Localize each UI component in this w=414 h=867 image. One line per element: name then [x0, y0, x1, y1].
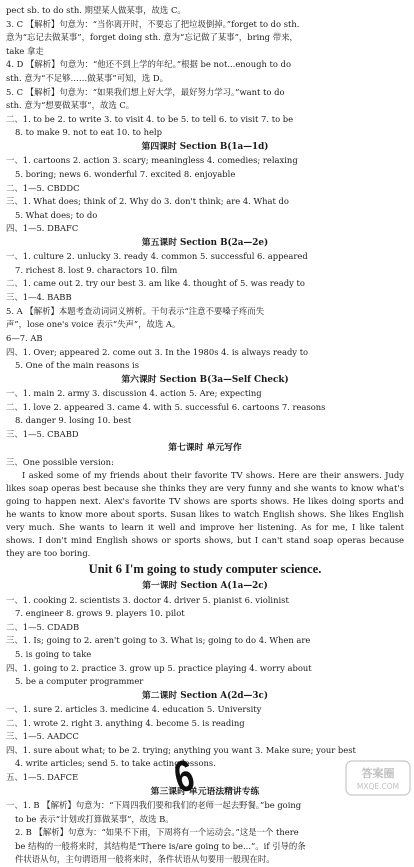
answer-line: 三、1—5. AADCC [6, 731, 79, 742]
answer-line: 四、1. Over; appeared 2. come out 3. In the 1980s 4. is always ready to [6, 346, 309, 357]
answer-line: 一、1. B 【解析】句意为：“下周四我们要和我们的老师一起去野餐。”be going [6, 799, 302, 810]
answer-line: 5. be a computer programmer [15, 676, 144, 687]
section-heading: 第七课时 单元写作 [168, 443, 242, 454]
answer-line: 四、1—5. DBAFC [6, 223, 79, 234]
answer-line: take 拿走 [6, 45, 44, 56]
answer-line: 5. A 【解析】本题考查动词词义辨析。干句表示“注意不要嗓子疼而失 [6, 305, 265, 316]
unit-6-title: Unit 6 I'm going to study computer science. [88, 562, 322, 577]
answer-line: 三、1. What does; think of 2. Why do 3. don't think; are 4. What do [6, 196, 289, 207]
answer-line: 二、1—5. CDADB [6, 621, 80, 632]
answer-line: 二、1. came out 2. try our best 3. am like 4. thought of 5. was ready to [6, 278, 305, 289]
answer-line: to be 表示“计划或打算做某事”，故选 B。 [15, 813, 174, 824]
answer-line: pect sb. to do sth. 期望某人做某事，故选 C。 [6, 5, 186, 15]
answer-line: sth. 意为“不足够……做某事”可知，选 D。 [6, 73, 168, 84]
answer-line: 四、1. going to 2. practice 3. grow up 5. practice playing 4. worry about [6, 662, 312, 673]
answer-line: 五、1—5. DAFCE [6, 772, 79, 783]
answer-line: 一、1. sure 2. articles 3. medicine 4. education 5. University [6, 704, 262, 715]
svg-text:MXQE.COM: MXQE.COM [356, 782, 400, 791]
answer-block-unit6 [6, 579, 404, 867]
answer-line: 三、1. Is; going to 2. aren't going to 3. What is; going to do 4. When are [6, 635, 311, 646]
answer-line: be 结构的一般将来时，其结构是“There is/are going to be...”。if 引导的条 [15, 840, 306, 851]
section-heading: 第三课时 单元语法精讲专练 [150, 786, 260, 797]
watermark-logo [345, 760, 411, 796]
answer-line: sth. 意为“想要做某事”，故选 C。 [6, 100, 135, 111]
answer-line: 7. engineer 8. grows 9. players 10. pilot [15, 608, 185, 619]
answer-line: 声”，lose one's voice 表示“失声”，故选 A。 [6, 319, 181, 330]
answer-line: 件状语从句，主句谓语用一般将来时，条件状语从句要用一般现在时。 [15, 854, 275, 865]
answer-line: 5. What does; to do [15, 209, 98, 220]
answer-line: 5. C 【解析】句意为：“如果我们想上好大学，最好努力学习。”want to do [6, 86, 285, 97]
answer-line: 4. write articles; send 5. to take acting lessons. [15, 758, 216, 769]
section-heading: 第六课时 Section B(3a—Self Check) [121, 374, 289, 385]
answer-line: 一、1. culture 2. unlucky 3. ready 4. common 5. successful 6. appeared [6, 251, 308, 262]
answer-line: 一、1. main 2. army 3. discussion 4. action 5. Are; expecting [6, 387, 262, 398]
section-heading: 第二课时 Section A(2d—3c) [142, 690, 268, 701]
answer-line: 二、1. wrote 2. right 3. anything 4. become 5. is reading [6, 717, 245, 728]
answer-line: 四、1. sure about what; to be 2. trying; anything you want 3. Make sure; your best [6, 744, 356, 755]
answer-block-unit5 [6, 4, 404, 469]
answer-line: 一、1. cartoons 2. action 3. scary; meaningless 4. comedies; relaxing [6, 155, 298, 166]
answer-line: 意为“忘记去做某事”，forget doing sth. 意为“忘记做了某事”，bring 带来， [6, 32, 298, 43]
answer-line: 二、1. love 2. appeared 3. came 4. with 5. successful 6. cartoons 7. reasons [6, 401, 326, 412]
sample-essay: I asked some of my friends about their favorite TV shows. Here are their answers. Judy likes soap operas best because she thinks they are very funny and she wants to know what's going to happen next. Alex's favorite TV shows are sports shows. He likes doing sports and he wants to know more about sports. Susan likes to watch English shows. She likes English very much. She wants to learn it well and improve her listening. As for me, I like talent shows. I don't mind English shows or sports shows, but I can't stand soap operas because they are too boring. [6, 470, 404, 559]
answer-line: 5. One of the main reasons is [15, 360, 140, 371]
answer-line: 三、One possible version: [6, 456, 114, 467]
answer-line: 5. is going to take [15, 648, 92, 659]
answer-line: 二、1—5. CBDDC [6, 182, 80, 193]
answer-line: 7. richest 8. lost 9. charactors 10. film [15, 264, 178, 275]
section-heading: 第四课时 Section B(1a—1d) [141, 142, 269, 153]
answer-line: 二、1. to be 2. to write 3. to visit 4. to be 5. to tell 6. to visit 7. to be [6, 113, 294, 124]
answer-line: 6—7. AB [6, 332, 43, 343]
section-heading: 第一课时 Section A(1a—2c) [142, 581, 268, 592]
answer-line: 3. C 【解析】句意为：“当你离开时，不要忘了把垃圾倒掉。”forget to do sth. [6, 18, 300, 29]
section-heading: 第五课时 Section B(2a—2e) [141, 238, 269, 248]
answer-line: 三、1—4. BABB [6, 292, 72, 303]
svg-text:答案圈: 答案圈 [361, 767, 395, 780]
answer-line: 8. danger 9. losing 10. best [15, 415, 132, 426]
handwritten-page-number: 6 [169, 750, 199, 803]
answer-line: 三、1—5. CBABD [6, 428, 79, 439]
answer-line: 2. B 【解析】句意为：“如果不下雨，下周将有一个运动会。”这是一个 there [15, 827, 299, 838]
answer-line: 4. D 【解析】句意为：“他还不到上学的年纪。”根据 be not...enough to do [6, 59, 292, 70]
answer-line: 5. boring; news 6. wonderful 7. excited 8. enjoyable [15, 168, 236, 179]
answer-line: 8. to make 9. not to eat 10. to help [15, 127, 162, 138]
answer-line: 一、1. cooking 2. scientists 3. doctor 4. driver 5. pianist 6. violinist [6, 594, 289, 605]
